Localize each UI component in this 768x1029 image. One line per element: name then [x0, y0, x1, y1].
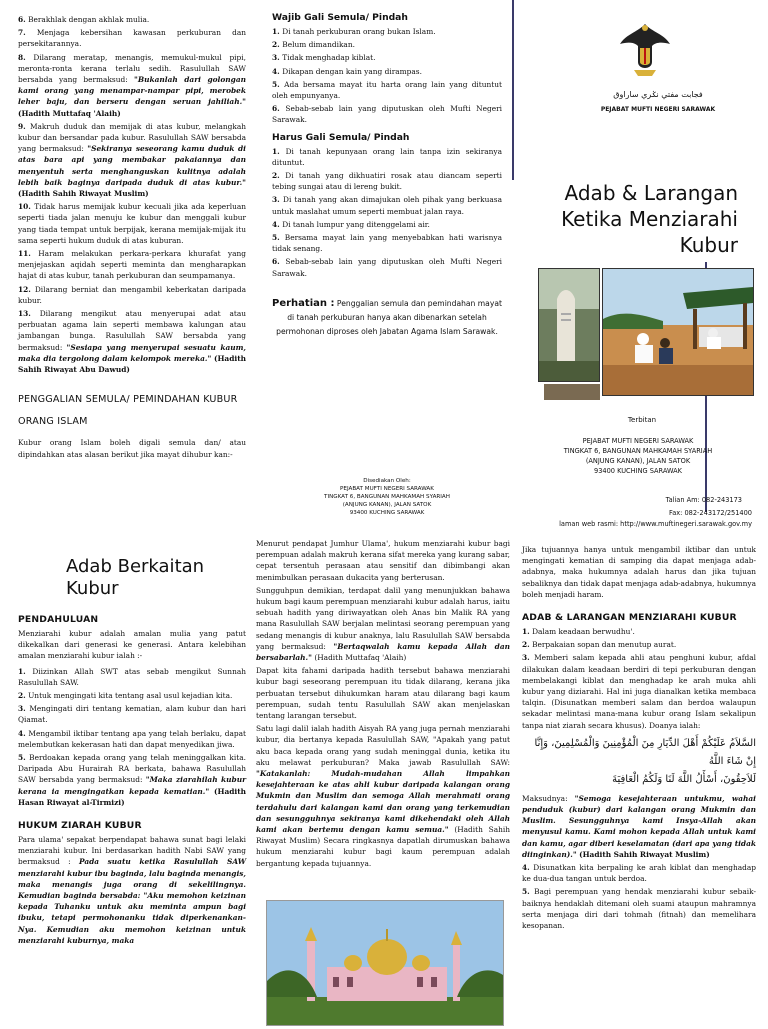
brochure-inside — [0, 536, 768, 1024]
item-text: Di tanah yang dikhuatiri rosak atau diancam seperti tebing sungai atau di lereng bukit. — [272, 171, 502, 192]
cover-title: Adab & Larangan Ketika Menziarahi Kubur — [561, 181, 738, 257]
item-quote: "Maka ziarahilah kubur kerana ia mengingatkan kepada kematian." — [18, 775, 246, 796]
item-number: 2. — [272, 171, 286, 181]
prepared-line: PEJABAT MUFTI NEGERI SARAWAK — [340, 485, 434, 492]
law-paragraph — [18, 834, 246, 946]
address-line: (ANJUNG KANAN), JALAN SATOK — [585, 457, 691, 465]
item-text: Berakhlak dengan akhlak mulia. — [28, 15, 150, 24]
permissible-heading: Harus Gali Semula/ Pindah — [272, 131, 410, 143]
law-text: Para ulama' sepakat berpendapat bahawa sunat bagi lelaki menziarahi kubur. Ini berdasarkan hadith Nabi SAW yang bermaksud : — [18, 835, 246, 867]
contact-overflow — [528, 505, 752, 529]
item-text: Haram melakukan perkara-perkara khurafat yang menjejaskan aqidah seperti meminta dan mengharapkan hajat di atas kubur, tanah perkuburan dan seumpamanya. — [18, 249, 246, 281]
item-number: 4. — [522, 863, 530, 873]
item-number: 2. — [522, 640, 530, 650]
list-item — [18, 690, 246, 701]
mid-paragraph-4-text: Satu lagi dalil ialah hadith Aisyah RA yang juga pernah menziarahi kubur, dia bertanya kepada Rasulullah SAW, "Apakah yang patut aku baca kepada orang yang sudah meninggal dunia, ketika itu aku melawat perkuburan? Maka jawab Rasulullah SAW: — [256, 724, 510, 767]
mid-paragraph-4-source: (Hadith Sahih Riwayat Muslim) — [256, 825, 510, 846]
meaning-source: (Hadith Sahih Riwayat Muslim) — [579, 849, 710, 859]
mandatory-heading: Wajib Gali Semula/ Pindah — [272, 12, 408, 23]
prepared-line: (ANJUNG KANAN), JALAN SATOK — [342, 501, 432, 508]
cover-photo-strip — [544, 384, 600, 400]
item-text: Bersama mayat lain yang menyebabkan hati warisnya tidak senang. — [272, 233, 502, 254]
list-item — [272, 219, 502, 230]
item-number: 2. — [18, 691, 26, 701]
website-link[interactable]: laman web rasmi: http://www.muftinegeri.sarawak.gov.my — [559, 520, 752, 528]
list-item — [522, 862, 756, 884]
item-text: Dilarang meratap, menangis, memukul-mukul pipi, meronta-ronta kerana terlalu sedih. Rasulullah SAW bersabda yang bermaksud: — [18, 52, 246, 85]
item-source: (Hadith Muttafaq 'Alaih) — [18, 108, 121, 118]
list-item — [18, 27, 246, 49]
mid-paragraph-4-quote: "Katakanlah: Mudah-mudahan Allah limpahkan kesejahteraan ke atas ahli kubur daripada kalangan orang Mukmin dan Muslim dan semoga Allah merahmati orang terdahulu dari kalangan kami dan orang yang terkemudian dan sesungguhnya sekiranya kami dikehendaki oleh Allah kami akan bertemu dengan kamu semua." — [256, 769, 510, 835]
item-text: Sebab-sebab lain yang diputuskan oleh Mufti Negeri Sarawak. — [272, 257, 502, 278]
list-item — [18, 703, 246, 725]
list-item — [272, 39, 502, 50]
item-text: Berpakaian sopan dan menutup aurat. — [532, 640, 677, 650]
item-text: Makruh duduk dan memijak di atas kubur, melangkah kubur dan bersandar pada kubur. Rasulullah SAW bersabda yang bermaksud: — [18, 121, 246, 154]
item-text: Ada bersama mayat itu harta orang lain yang dituntut oleh empunyanya. — [272, 79, 502, 101]
mid-paragraph-2-source: (Hadith Muttafaq 'Alaih) — [314, 653, 407, 663]
mid-paragraph-1: Menurut pendapat Jumhur Ulama', hukum menziarahi kubur bagi perempuan adalah makruh kerana sifat mereka yang kurang sabar, cepat tersentuh perasaan atau sensitif dan dibimbangi akan menimbulkan perasaan dukacita yang berterusan. — [256, 539, 510, 582]
list-item — [272, 52, 502, 63]
fold-line — [512, 0, 514, 180]
intro-heading: PENDAHULUAN — [18, 614, 99, 625]
list-item — [272, 170, 502, 192]
item-number: 5. — [522, 887, 530, 897]
prepared-label: Disediakan Oleh: — [363, 477, 411, 484]
list-item — [522, 886, 756, 931]
item-text: Dikapan dengan kain yang dirampas. — [282, 66, 422, 76]
list-item — [18, 14, 246, 25]
list-item — [272, 194, 502, 216]
mid-paragraph-4 — [256, 723, 510, 869]
notice-text: Penggalian semula dan pemindahan mayat di tanah perkuburan hanya akan dibenarkan setelah permohonan diproses oleh Jabatan Agama Islam Sarawak. — [276, 298, 502, 336]
item-number: 5. — [272, 79, 285, 89]
adab-list-continued — [522, 862, 756, 931]
item-number: 1. — [272, 146, 286, 156]
item-quote: "Bukanlah dari golongan kami orang yang menampar-nampar pipi, merobek leher baju, dan berseru dengan seruan jahiliah." — [18, 75, 246, 107]
list-item — [18, 666, 246, 688]
mid-paragraph-2-text: Sungguhpun demikian, terdapat dalil yang menunjukkan bahawa hukum bagi kaum perempuan menziarahi kubur adalah harus, iaitu sebuah hadith yang diriwayatkan oleh Anas bin Malik RA yang mana Rasulullah SAW berjalan melintasi seorang perempuan yang sedang menangis di kubur anaknya, lalu Rasulullah SAW bersabda yang bermaksud: — [256, 585, 510, 651]
list-item — [18, 308, 246, 375]
list-item — [18, 121, 246, 199]
item-number: 1. — [522, 627, 530, 637]
adab-continued-list — [18, 14, 246, 375]
benefits-list — [18, 666, 246, 808]
mandatory-list — [272, 26, 502, 126]
list-item — [18, 284, 246, 306]
item-number: 12. — [18, 284, 31, 294]
mid-paragraph-2 — [256, 585, 510, 663]
item-number: 3. — [272, 53, 283, 63]
item-text: Di tanah yang akan dimajukan oleh pihak yang berkuasa untuk maslahat umum seperti membuat jalan raya. — [272, 195, 502, 216]
hornbill-crest-icon — [618, 20, 672, 80]
item-text: Dalam keadaan berwudhu'. — [532, 627, 635, 637]
notice-label: Perhatian : — [272, 297, 335, 309]
item-source: (Hadith Sahih Riwayat Abu Dawud) — [18, 353, 246, 375]
item-number: 7. — [18, 28, 26, 38]
cover-panel — [518, 0, 754, 512]
item-text: Memberi salam kepada ahli atau penghuni kubur, afdal dilakukan dalam keadaan berdiri di tepi perkuburan dengan membelakangi kiblat dan menghadap ke arah muka ahli kubur yang diziarahi. Hal ini juga dianalkan ketika membaca talqin. (Disunatkan memberi salam dan berdoa walaupun sekadar melintasi mana-mana kubur orang Islam sekalipun tanpa niat ziarah secara khusus). Doanya ialah: — [522, 653, 756, 730]
right-paragraph-1: Jika tujuannya hanya untuk mengambil iktibar dan untuk mengingati kematian di samping dia dapat menjaga adab-adabnya, maka hukumnya adalah harus dan jika tujuan sebaliknya dan tidak dapat menjaga adab-adabnya, hukumnya boleh menjadi haram. — [522, 545, 756, 599]
item-quote: "Sesiapa yang menyerupai sesuatu kaum, maka dia tergolong dalam kelompok mereka." — [18, 342, 246, 363]
address-line: 93400 KUCHING SARAWAK — [594, 467, 682, 475]
meaning-label: Maksudnya: — [522, 793, 568, 803]
item-text: Belum dimandikan. — [282, 40, 355, 50]
list-item — [272, 79, 502, 101]
item-number: 8. — [18, 52, 26, 62]
item-number: 13. — [18, 309, 31, 319]
arabic-prayer-line: السَّلاَمُ عَلَيْكُمْ أَهْلَ الدِّيَارِ مِنَ الْمُؤْمِنِينَ وَالْمُسْلِمِينَ، وَإِنَّا إِنْ شَاءَ اللَّهُ — [534, 737, 756, 767]
item-number: 3. — [522, 653, 530, 663]
exhumation-heading: PENGGALIAN SEMULA/ PEMINDAHAN KUBUR ORANG ISLAM — [18, 394, 238, 428]
item-text: Disunatkan kita berpaling ke arah kiblat dan menghadap ke dua-dua tangan untuk berdoa. — [522, 863, 756, 884]
permissible-list — [272, 146, 502, 279]
mid-paragraph-5: Secara ringkasnya dapatlah dirumuskan bahawa hukum menziarahi kubur bagi kaum perempuan adalah bergantung kepada tujuannya. — [256, 836, 510, 868]
item-text: Berdoakan kepada orang yang telah meninggalkan kita. Daripada Abu Hurairah RA berkata, bahawa Rasulullah SAW bersabda yang bermaksud: — [18, 753, 246, 785]
mid-paragraph-3: Dapat kita fahami daripada hadith tersebut bahawa menziarahi kubur bagi seseorang perempuan itu tidak dilarang, kerana jika perbuatan tersebut dihukumkan haram atau dilarang bagi kaum perempuan, sudah tentu Rasulullah SAW akan menjelaskan tentang larangan tersebut. — [256, 666, 510, 721]
meaning-text: "Semoga kesejahteraan untukmu, wahai penduduk (kubur) dari kalangan orang Mukmin dan Muslim. Sesungguhnya kami Insya-Allah akan menyusul kamu. Kami mohon kepada Allah untuk kami dan kamu, agar diberi keselamatan (dari apa yang tidak diinginkan)." — [522, 793, 756, 859]
law-heading: HUKUM ZIARAH KUBUR — [18, 820, 142, 832]
office-arabic-caption: فجابت مفتي نݢري ساراوق — [613, 90, 703, 99]
list-item — [522, 639, 756, 650]
adab-list — [522, 626, 756, 731]
item-text: Tidak harus memijak kubur kecuali jika ada keperluan seperti tiada jalan menuju ke kubur dan menggali kubur yang tiada tempat untuk berpijak, kerana memijak-mijak itu sama seperti hukum duduk di atas kuburan. — [18, 202, 247, 245]
item-text: Dilarang berniat dan mengambil keberkatan daripada kubur. — [18, 284, 246, 305]
item-text: Menjaga kebersihan kawasan perkuburan dan persekitarannya. — [18, 28, 246, 49]
list-item — [18, 248, 246, 282]
item-number: 6. — [18, 15, 26, 24]
item-number: 2. — [272, 40, 283, 50]
office-caption: PEJABAT MUFTI NEGERI SARAWAK — [600, 106, 716, 113]
sarawak-crest — [618, 20, 672, 80]
item-number: 3. — [18, 704, 26, 714]
item-number: 6. — [272, 257, 286, 267]
list-item — [272, 103, 502, 125]
item-text: Untuk mengingati kita tentang asal usul kejadian kita. — [28, 691, 233, 701]
cover-photo-grave — [538, 268, 600, 382]
item-number: 6. — [272, 104, 286, 114]
list-item — [272, 66, 502, 77]
contact-block — [528, 496, 742, 505]
address-line: PEJABAT MUFTI NEGERI SARAWAK — [582, 437, 694, 445]
list-item — [18, 752, 246, 808]
item-number: 3. — [272, 195, 284, 205]
address-line: TINGKAT 6, BANGUNAN MAHKAMAH SYARIAH — [563, 447, 713, 455]
prepared-line: TINGKAT 6, BANGUNAN MAHKAMAH SYARIAH — [324, 493, 450, 500]
item-quote: "Sekiranya seseorang kamu duduk di atas bara api yang membakar pakaiannya dan menyentuh serta menghanguskan kulitnya adalah lebih baik baginya daripada duduk di atas kubur." — [18, 144, 246, 187]
law-quote: Pada suatu ketika Rasulullah SAW menziarahi kubur ibu baginda, lalu baginda menangis, maka menangis juga orang di sekelilingnya. Kemudian baginda bersabda: "Aku memohon keizinan kepada Tuhanku untuk aku meminta ampun bagi ibuku, tetapi permohonanku tidak diperkenankan-Nya. Kemudian aku memohon keizinan untuk menziarahi kuburnya, maka — [18, 857, 246, 945]
item-text: Sebab-sebab lain yang diputuskan oleh Mufti Negeri Sarawak. — [272, 104, 502, 125]
item-number: 1. — [272, 27, 283, 36]
item-text: Di tanah lumpur yang ditenggelami air. — [282, 219, 430, 229]
notice-block — [272, 297, 502, 339]
mid-paragraph-2-quote: "Bertaqwalah kamu kepada Allah dan bersabarlah." — [256, 641, 510, 663]
list-item — [272, 256, 502, 278]
item-text: Dilarang mengikut atau menyerupai adat atau perbuatan agama lain seperti membawa kalungan atau jambangan bunga. Rasulullah SAW bersabda yang bermaksud: — [18, 309, 246, 352]
item-text: Di tanah perkuburan orang bukan Islam. — [282, 27, 436, 36]
item-number: 10. — [18, 202, 31, 212]
inside-title: Adab Berkaitan Kubur — [66, 556, 205, 599]
prepared-line: 93400 KUCHING SARAWAK — [349, 509, 425, 516]
item-number: 9. — [18, 121, 26, 131]
list-item — [18, 201, 246, 246]
adab-heading: ADAB & LARANGAN MENZIARAHI KUBUR — [522, 612, 737, 624]
fax-number: Fax: 082-243172/251400 — [669, 509, 752, 517]
bottom-right-column — [522, 536, 756, 1024]
mosque-photo — [266, 900, 504, 1026]
item-text: Mengambil iktibar tentang apa yang telah berlaku, dapat melembutkan kekerasan hati dan dapat menyedikan jiwa. — [18, 728, 246, 749]
published-label: Terbitan — [627, 416, 657, 424]
item-number: 5. — [272, 233, 285, 243]
list-item — [272, 26, 502, 37]
item-text: Mengingati diri tentang kematian, alam kubur dan hari Qiamat. — [18, 704, 246, 725]
prayer-meaning — [522, 793, 756, 860]
list-item — [522, 652, 756, 730]
item-text: Bagi perempuan yang hendak menziarahi kubur sebaik-baiknya hendaklah ditemani oleh suami ataupun mahramnya serta menjaga diri dari tohmah (fitnah) dan memelihara kesopanan. — [522, 887, 756, 931]
item-text: Tidak menghadap kiblat. — [282, 53, 376, 63]
item-number: 4. — [272, 219, 283, 229]
item-text: Diizinkan Allah SWT atas sebab mengikut Sunnah Rasulullah SAW. — [18, 666, 246, 687]
publisher-address — [538, 436, 738, 476]
list-item — [18, 728, 246, 750]
list-item — [522, 626, 756, 637]
list-item — [18, 52, 246, 119]
list-item — [272, 232, 502, 254]
bottom-mid-column — [256, 536, 510, 1024]
item-number: 5. — [18, 753, 26, 763]
cover-photo-funeral — [602, 268, 754, 396]
list-item — [272, 146, 502, 168]
top-left-column — [18, 0, 246, 512]
item-number: 4. — [272, 66, 283, 76]
item-number: 4. — [18, 728, 26, 738]
item-text: Di tanah kepunyaan orang lain tanpa izin sekiranya dituntut. — [272, 146, 502, 167]
prepared-by — [272, 477, 502, 517]
item-source: (Hadith Sahih Riwayat Muslim) — [18, 189, 149, 199]
arabic-prayer-line: لَلاَحِقُونَ، أَسْأَلُ اللَّهَ لَنَا وَلَكُمُ الْعَافِيَةَ — [612, 773, 756, 785]
item-source: (Hadith Hasan Riwayat al-Tirmizi) — [18, 786, 246, 807]
phone-number: Talian Am: 082-243173 — [665, 496, 742, 504]
exhumation-intro: Kubur orang Islam boleh digali semula dan/ atau dipindahkan atas alasan berikut jika mayat dihubur kan:- — [18, 438, 246, 459]
item-number: 11. — [18, 249, 31, 259]
intro-paragraph: Menziarahi kubur adalah amalan mulia yang patut dikekalkan dari generasi ke generasi. Antara kelebihan amalan menziarahi kubur ialah :- — [18, 629, 246, 661]
bottom-left-column — [18, 536, 246, 1024]
arabic-prayer — [522, 735, 756, 789]
top-mid-column — [272, 0, 502, 516]
item-number: 1. — [18, 666, 26, 676]
